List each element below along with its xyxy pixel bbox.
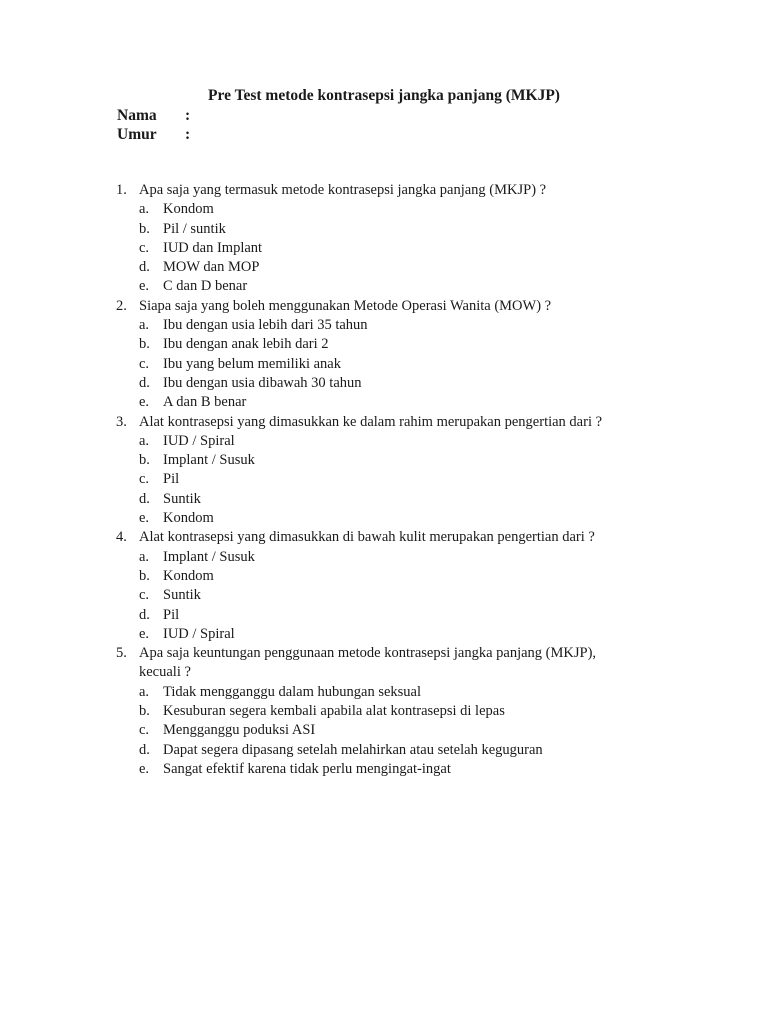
option-letter: a. <box>139 683 150 700</box>
question-text: Alat kontrasepsi yang dimasukkan di bawah kulit merupakan pengertian dari ? <box>139 529 595 546</box>
answer-option <box>0 509 768 528</box>
answer-option <box>0 335 768 354</box>
answer-option <box>0 393 768 412</box>
name-label: Nama <box>117 107 157 124</box>
answer-option <box>0 239 768 258</box>
answer-option <box>0 200 768 219</box>
option-text: Implant / Susuk <box>163 548 255 565</box>
question-number: 4. <box>116 529 127 546</box>
option-letter: d. <box>139 606 150 623</box>
question-number: 5. <box>116 645 127 662</box>
option-text: Suntik <box>163 490 201 507</box>
answer-option <box>0 586 768 605</box>
question-text: Apa saja keuntungan penggunaan metode kontrasepsi jangka panjang (MKJP), <box>139 645 597 662</box>
option-text: Kondom <box>163 510 214 527</box>
answer-option <box>0 760 768 779</box>
option-letter: e. <box>139 760 150 777</box>
question-text: Apa saja yang termasuk metode kontrasepsi jangka panjang (MKJP) ? <box>139 182 547 198</box>
question-number: 2. <box>116 297 127 314</box>
option-text: C dan D benar <box>163 278 248 295</box>
answer-option <box>0 451 768 470</box>
option-text: A dan B benar <box>163 394 247 411</box>
option-letter: c. <box>139 239 150 256</box>
answer-option <box>0 220 768 239</box>
option-letter: b. <box>139 567 150 584</box>
option-letter: d. <box>139 259 150 276</box>
age-field <box>117 125 190 145</box>
answer-option <box>0 741 768 760</box>
question-list <box>0 181 768 779</box>
question-line <box>0 644 768 663</box>
option-text: Kondom <box>163 567 214 584</box>
question-number: 3. <box>116 413 127 430</box>
option-letter: a. <box>139 201 150 218</box>
option-text: Ibu dengan usia lebih dari 35 tahun <box>163 317 368 334</box>
question-text: kecuali ? <box>139 664 191 681</box>
name-field <box>117 106 190 126</box>
question-text: Alat kontrasepsi yang dimasukkan ke dalam rahim merupakan pengertian dari ? <box>139 413 603 430</box>
option-text: Ibu dengan anak lebih dari 2 <box>163 336 329 353</box>
question-text: Siapa saja yang boleh menggunakan Metode Operasi Wanita (MOW) ? <box>139 297 552 314</box>
option-letter: e. <box>139 278 150 295</box>
option-text: Pil / suntik <box>163 220 226 237</box>
option-letter: d. <box>139 741 150 758</box>
answer-option <box>0 432 768 451</box>
option-letter: e. <box>139 625 150 642</box>
age-colon: : <box>185 126 191 143</box>
question-number: 1. <box>116 182 127 198</box>
question-line <box>0 663 768 682</box>
question-line <box>0 413 768 432</box>
option-letter: a. <box>139 548 150 565</box>
option-letter: b. <box>139 336 150 353</box>
option-text: Mengganggu poduksi ASI <box>163 722 316 739</box>
answer-option <box>0 606 768 625</box>
answer-option <box>0 548 768 567</box>
option-text: Pil <box>163 471 180 488</box>
option-letter: d. <box>139 374 150 391</box>
option-letter: a. <box>139 317 150 334</box>
option-text: Pil <box>163 606 180 623</box>
option-text: Ibu dengan usia dibawah 30 tahun <box>163 374 362 391</box>
option-letter: e. <box>139 510 150 527</box>
answer-option <box>0 470 768 489</box>
option-letter: a. <box>139 432 150 449</box>
option-text: Kesuburan segera kembali apabila alat kontrasepsi di lepas <box>163 703 505 720</box>
answer-option <box>0 316 768 335</box>
option-text: Suntik <box>163 587 201 604</box>
answer-option <box>0 355 768 374</box>
option-letter: b. <box>139 452 150 469</box>
answer-option <box>0 258 768 277</box>
answer-option <box>0 490 768 509</box>
answer-option <box>0 567 768 586</box>
question-line <box>0 297 768 316</box>
option-letter: e. <box>139 394 150 411</box>
answer-option <box>0 683 768 702</box>
answer-option <box>0 702 768 721</box>
option-text: Kondom <box>163 201 214 218</box>
question-line <box>0 528 768 547</box>
option-text: IUD / Spiral <box>163 625 235 642</box>
answer-option <box>0 277 768 296</box>
question-line <box>0 181 768 200</box>
option-text: Sangat efektif karena tidak perlu mengingat-ingat <box>163 760 451 777</box>
age-label: Umur <box>117 126 157 143</box>
option-letter: c. <box>139 355 150 372</box>
option-text: MOW dan MOP <box>163 259 260 276</box>
answer-option <box>0 625 768 644</box>
answer-option <box>0 374 768 393</box>
option-letter: d. <box>139 490 150 507</box>
page-title: Pre Test metode kontrasepsi jangka panjang (MKJP) <box>208 87 560 104</box>
option-text: Implant / Susuk <box>163 452 255 469</box>
name-colon: : <box>185 107 191 124</box>
option-text: IUD / Spiral <box>163 432 235 449</box>
option-text: Dapat segera dipasang setelah melahirkan atau setelah keguguran <box>163 741 543 758</box>
option-letter: c. <box>139 471 150 488</box>
option-letter: b. <box>139 703 150 720</box>
option-text: IUD dan Implant <box>163 239 263 256</box>
option-letter: b. <box>139 220 150 237</box>
option-text: Tidak mengganggu dalam hubungan seksual <box>163 683 422 700</box>
option-letter: c. <box>139 722 150 739</box>
option-text: Ibu yang belum memiliki anak <box>163 355 341 372</box>
option-letter: c. <box>139 587 150 604</box>
answer-option <box>0 721 768 740</box>
